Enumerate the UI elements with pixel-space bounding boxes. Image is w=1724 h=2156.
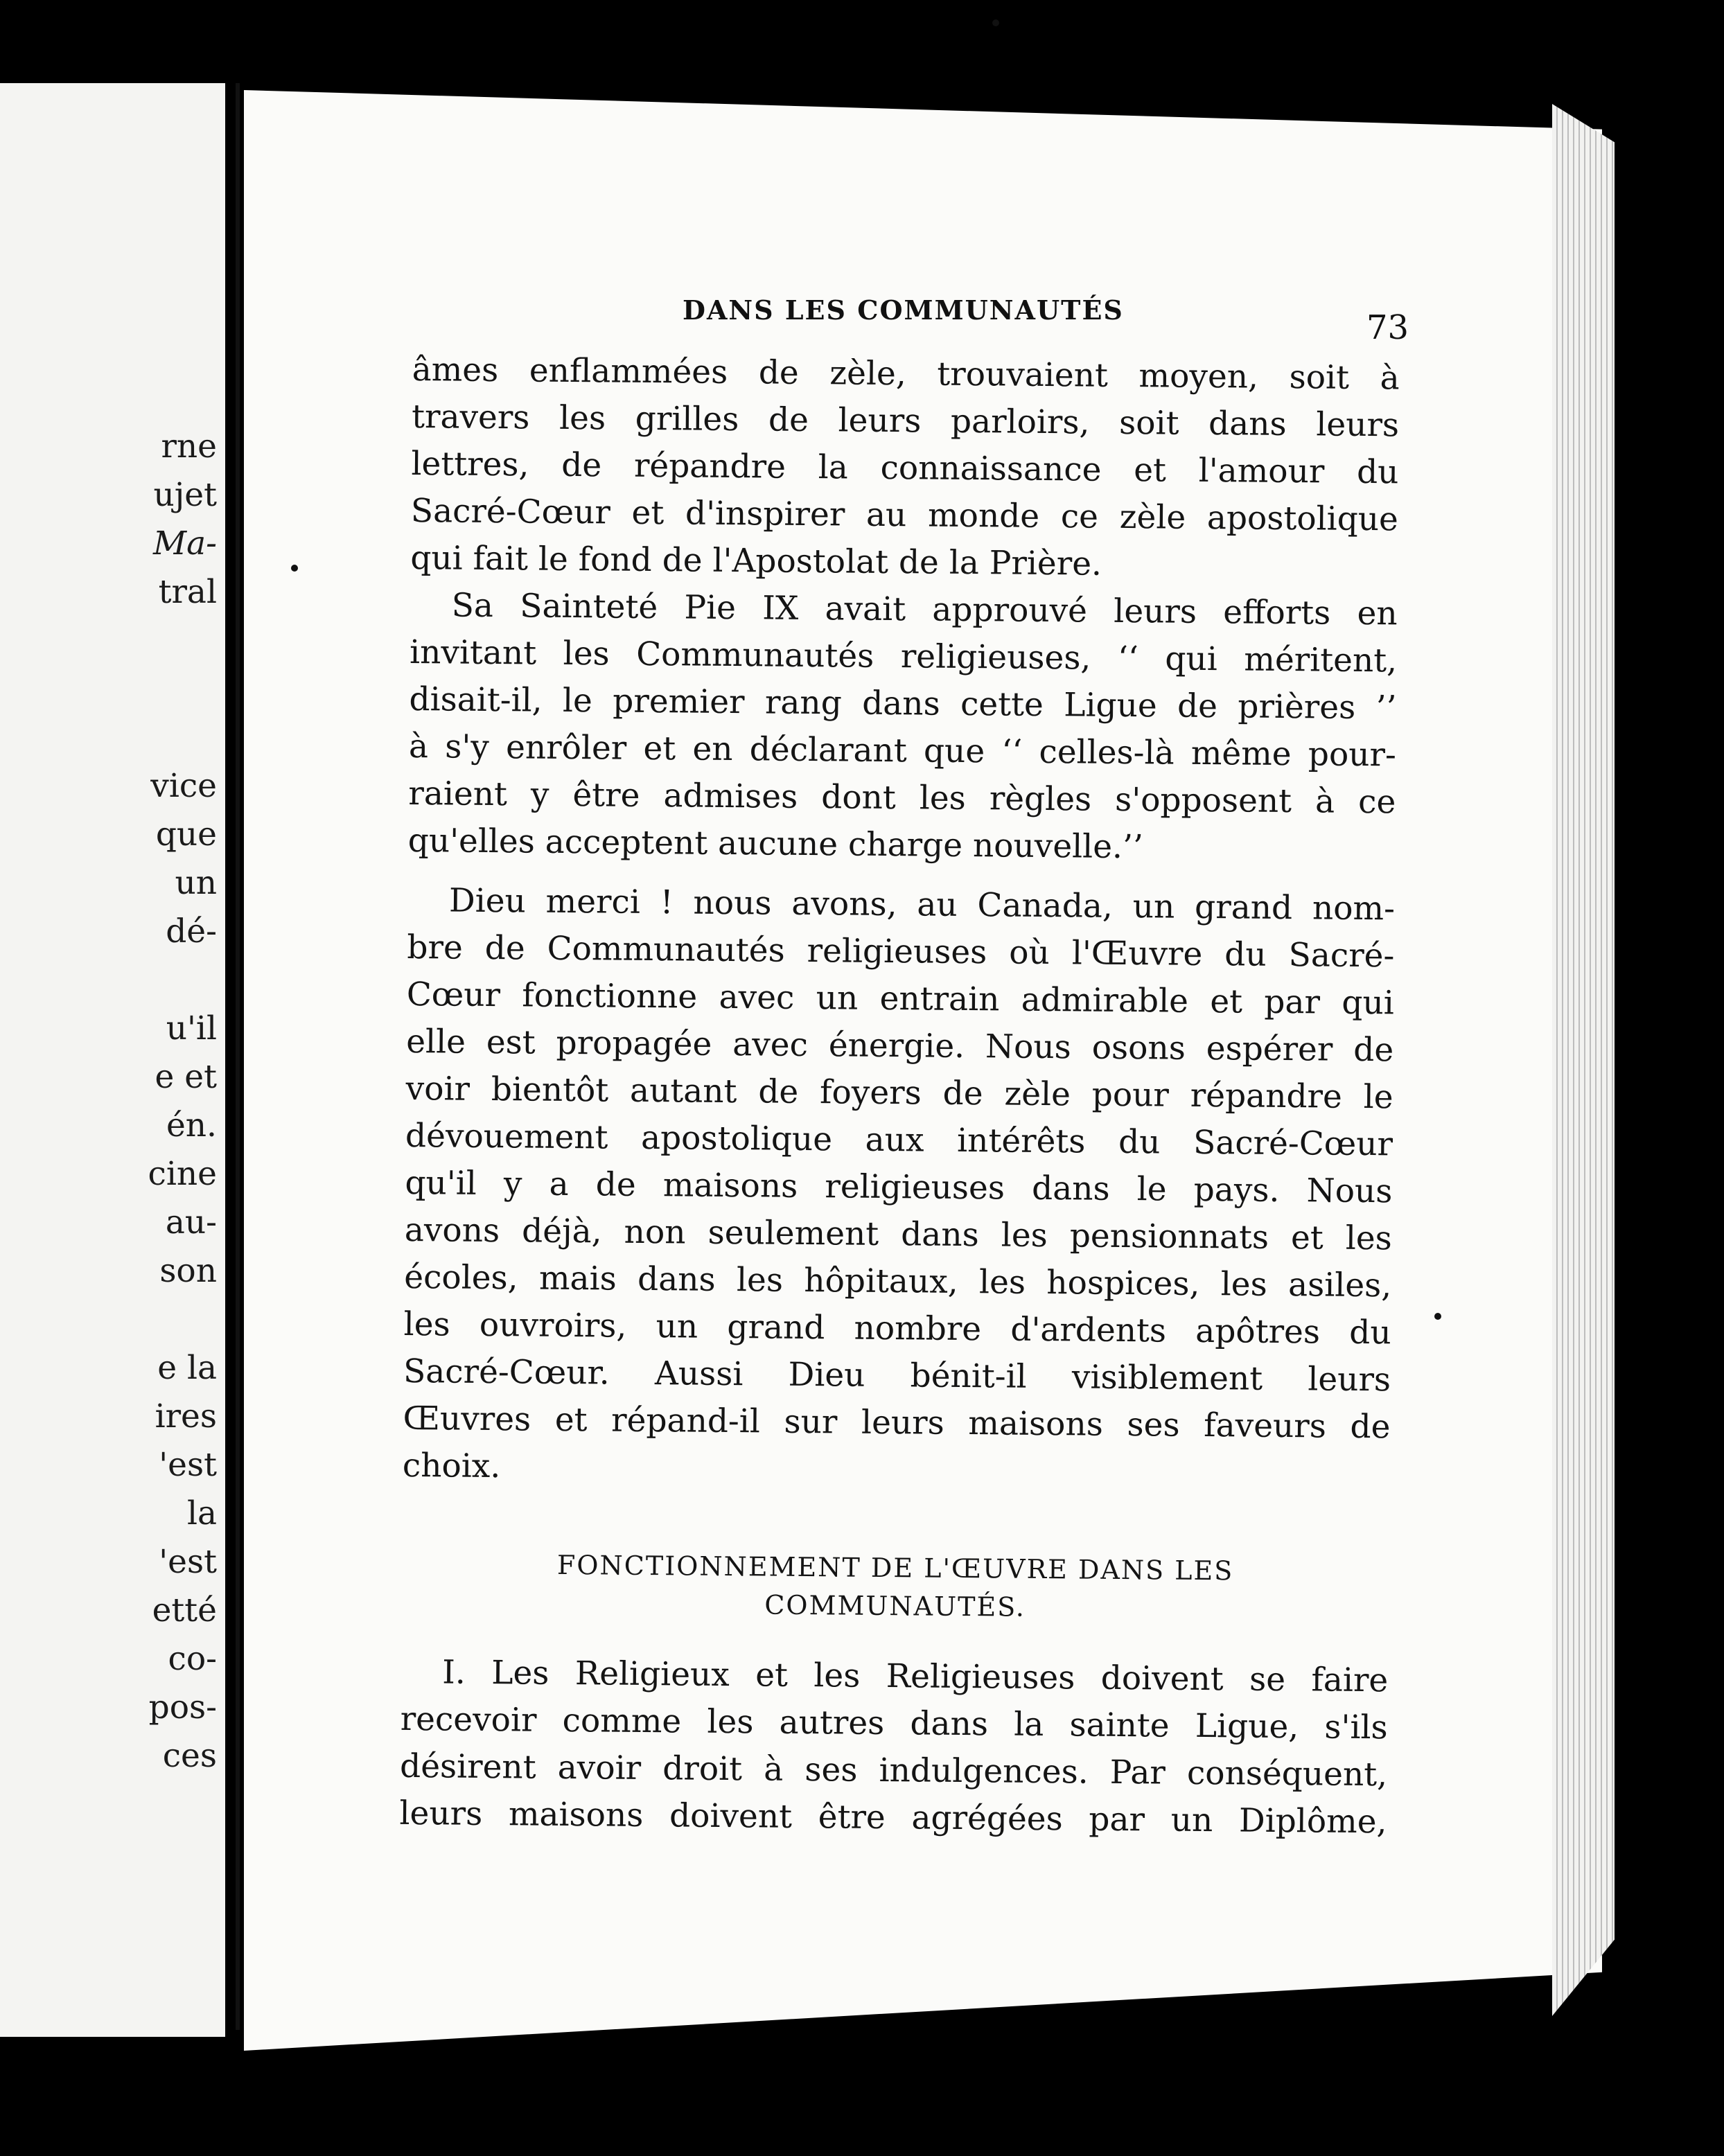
paragraph-4 (399, 1649, 1388, 1846)
left-fragment: e et (155, 1058, 217, 1096)
text-line: Œuvres et répand-il sur leurs maisons ses faveurs de (403, 1399, 1391, 1447)
text-line: I. Les Religieux et les Religieuses doivent se faire (442, 1653, 1389, 1700)
text-line: qu'elles acceptent aucune charge nouvelle.’’ (407, 821, 1144, 867)
page-edge-stack (1552, 104, 1615, 2016)
scan-speck (992, 19, 999, 26)
text-line: qu'il y a de maisons religieuses dans le pays. Nous (405, 1163, 1393, 1211)
scan-speck (1434, 1313, 1441, 1320)
left-fragment: ces (162, 1737, 217, 1775)
left-fragment: 'est (159, 1446, 217, 1484)
page-number: 73 (1366, 308, 1409, 347)
text-line: Cœur fonctionne avec un entrain admirable et par qui (406, 975, 1395, 1023)
text-line: leurs maisons doivent être agrégées par un Diplôme, (399, 1794, 1387, 1841)
left-fragment: pos- (148, 1688, 217, 1726)
left-fragment: Ma- (152, 524, 217, 563)
text-line: disait-il, le premier rang dans cette Ligue de prières ’’ (409, 680, 1397, 727)
text-line: les ouvroirs, un grand nombre d'ardents apôtres du (403, 1305, 1391, 1352)
section-heading (401, 1545, 1389, 1629)
body-text (399, 346, 1400, 1846)
text-line: voir bientôt autant de foyers de zèle pour répandre le (405, 1069, 1393, 1117)
text-line: âmes enflammées de zèle, trouvaient moyen, soit à (412, 350, 1400, 398)
left-fragment: que (155, 815, 217, 854)
paragraph-3 (403, 877, 1396, 1498)
left-fragment: u'il (166, 1009, 217, 1048)
left-fragment: tral (158, 573, 217, 611)
left-fragment: 'est (159, 1543, 217, 1581)
left-fragment: vice (150, 767, 217, 805)
text-line: Sacré-Cœur et d'inspirer au monde ce zèle apostolique (410, 491, 1399, 539)
text-line: avons déjà, non seulement dans les pensionnats et les (404, 1210, 1393, 1258)
left-fragment: én. (166, 1106, 217, 1145)
book-spine (236, 83, 240, 2030)
text-line: écoles, mais dans les hôpitaux, les hospices, les asiles, (404, 1257, 1392, 1305)
left-fragment: son (159, 1252, 217, 1290)
text-line: elle est propagée avec énergie. Nous osons espérer de (406, 1022, 1394, 1070)
left-fragment: ujet (153, 476, 217, 514)
section-heading-line: FONCTIONNEMENT DE L'ŒUVRE DANS LES (556, 1549, 1234, 1587)
left-fragment: rne (161, 427, 217, 466)
text-line: désirent avoir droit à ses indulgences. Par conséquent, (399, 1747, 1388, 1794)
left-fragment: un (175, 864, 217, 902)
left-page-fragments (9, 83, 217, 1781)
left-fragment: co- (168, 1640, 217, 1678)
left-page (0, 83, 225, 2037)
text-line: qui fait le fond de l'Apostolat de la Prière. (410, 538, 1102, 583)
left-fragment: cine (148, 1155, 217, 1193)
text-line: dévouement apostolique aux intérêts du Sacré-Cœur (405, 1116, 1393, 1164)
left-fragment: la (186, 1494, 217, 1532)
left-fragment: ires (155, 1397, 217, 1435)
text-line: lettres, de répandre la connaissance et l'amour du (411, 444, 1399, 492)
left-fragment: e la (157, 1349, 217, 1387)
paragraph-2 (407, 582, 1398, 873)
running-head: DANS LES COMMUNAUTÉS (683, 294, 1124, 326)
text-line: invitant les Communautés religieuses, ‘‘ qui méritent, (409, 633, 1398, 680)
text-line: à s'y enrôler et en déclarant que ‘‘ celles-là même pour- (408, 727, 1397, 775)
text-line: Sa Sainteté Pie IX avait approuvé leurs efforts en (451, 586, 1398, 633)
text-line: travers les grilles de leurs parloirs, soit dans leurs (411, 397, 1400, 445)
left-fragment: au- (165, 1203, 217, 1242)
left-fragment: etté (152, 1591, 217, 1629)
text-line: Dieu merci ! nous avons, au Canada, un grand nom- (448, 881, 1396, 928)
text-line: recevoir comme les autres dans la sainte Ligue, s'ils (400, 1699, 1388, 1747)
text-line: raient y être admises dont les règles s'opposent à ce (408, 774, 1396, 822)
paragraph-1 (410, 346, 1400, 590)
text-line: choix. (402, 1446, 501, 1486)
scan-speck (291, 565, 298, 572)
left-fragment: dé- (166, 912, 217, 951)
section-heading-line: COMMUNAUTÉS. (764, 1589, 1026, 1623)
text-line: Sacré-Cœur. Aussi Dieu bénit-il visiblement leurs (403, 1352, 1391, 1399)
text-line: bre de Communautés religieuses où l'Œuvre du Sacré- (407, 928, 1395, 975)
